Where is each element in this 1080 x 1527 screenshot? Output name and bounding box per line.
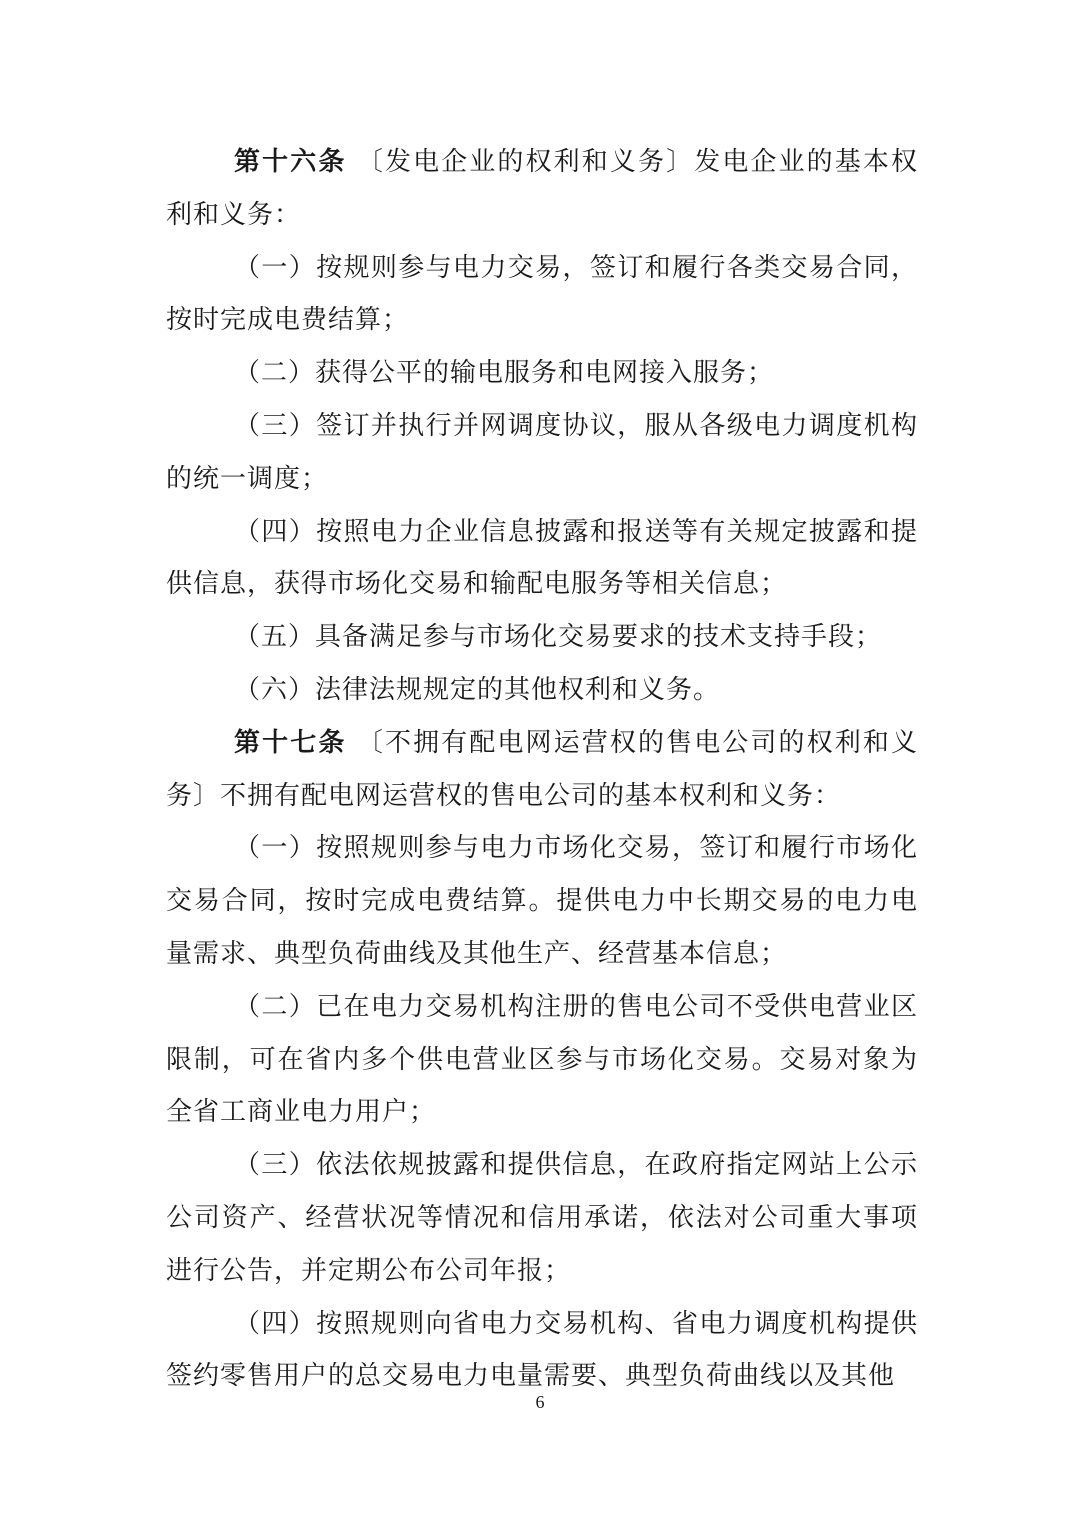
article-16-item-5: （五）具备满足参与市场化交易要求的技术支持手段； [234, 622, 883, 653]
article-17-item-2: （二）已在电力交易机构注册的售电公司不受供电营业区限制，可在省内多个供电营业区参与市场化交易。交易对象为全省工商业电力用户； [166, 991, 918, 1128]
article-16-lead: 发电企业的基本权利和义务： [166, 147, 918, 230]
page-number: 6 [535, 1392, 545, 1412]
article-16-item-1: （一）按规则参与电力交易，签订和履行各类交易合同，按时完成电费结算； [166, 252, 918, 336]
article-16-number: 第十六条 [234, 147, 347, 177]
document-body [166, 136, 918, 1403]
article-16-item-4: （四）按照电力企业信息披露和报送等有关规定披露和提供信息，获得市场化交易和输配电服务等相关信息； [166, 516, 918, 600]
article-17-item-1: （一）按照规则参与电力市场化交易，签订和履行市场化交易合同，按时完成电费结算。提供电力中长期交易的电力电量需求、典型负荷曲线及其他生产、经营基本信息； [166, 833, 918, 969]
article-17-item-3: （三）依法依规披露和提供信息，在政府指定网站上公示公司资产、经营状况等情况和信用承诺，依法对公司重大事项进行公告，并定期公布公司年报； [166, 1150, 918, 1286]
article-16-item-3: （三）签订并执行并网调度协议，服从各级电力调度机构的统一调度； [166, 410, 918, 494]
article-17-lead: 不拥有配电网运营权的售电公司的基本权利和义务： [220, 780, 842, 811]
article-16-item-6: （六）法律法规规定的其他权利和义务。 [234, 674, 721, 705]
article-16-title: 〔发电企业的权利和义务〕 [356, 147, 695, 177]
article-16-heading-paragraph [166, 136, 918, 242]
article-17-heading-paragraph [166, 717, 918, 823]
article-16-item-2: （二）获得公平的输电服务和电网接入服务； [234, 358, 775, 389]
article-17-number: 第十七条 [234, 727, 347, 758]
article-17-item-4: （四）按照规则向省电力交易机构、省电力调度机构提供签约零售用户的总交易电力电量需要、典型负荷曲线以及其他 [166, 1308, 918, 1392]
article-17-title: 〔不拥有配电网运营权的售电公司的权利和义务〕 [166, 727, 918, 811]
